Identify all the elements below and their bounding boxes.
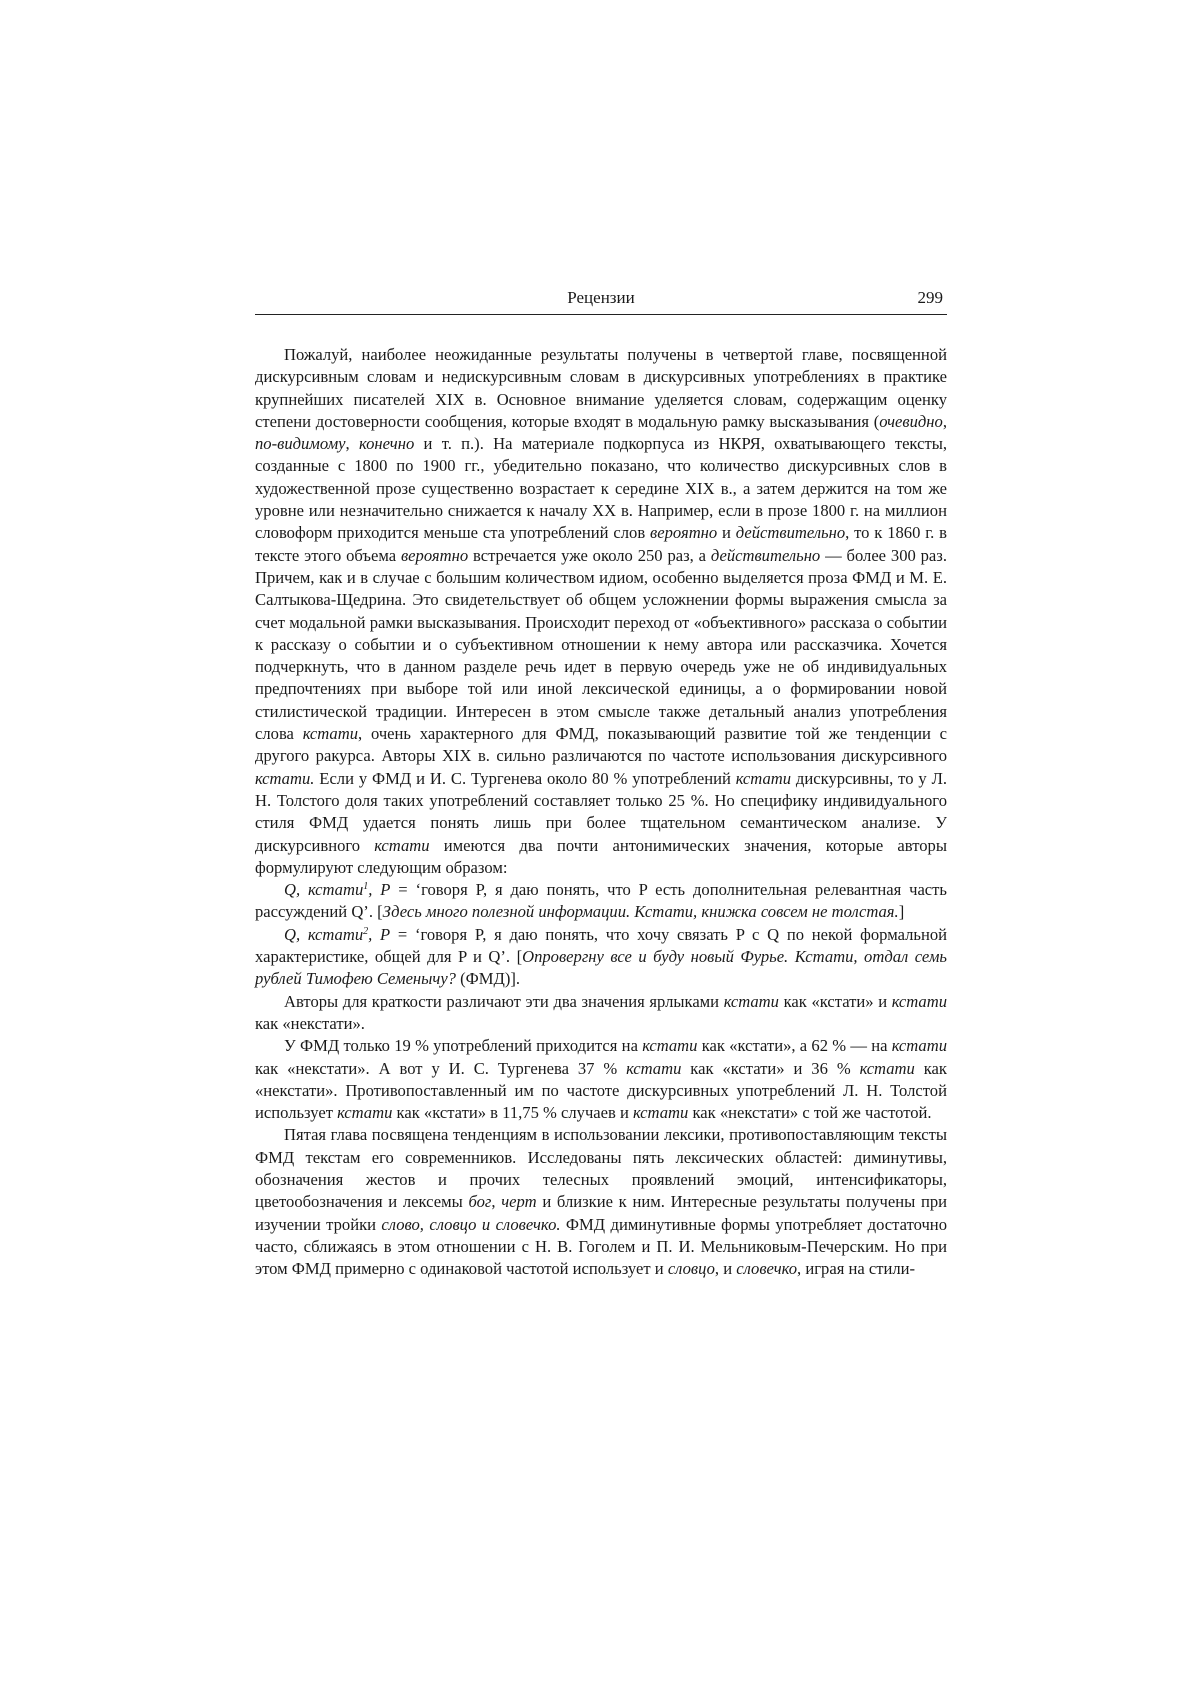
text-run: , то к 1860 г. в тексте этого объема [255,523,947,565]
italic-run: действительно [710,545,821,565]
text-run: как «некстати». Противопоставленный им по частоте дискурсивных употреблений Л. Н. Толстой использует [255,1058,947,1123]
superscript: 1 [363,881,369,893]
paragraph [255,1035,947,1124]
paragraph [255,1124,947,1280]
text-run: встречается уже около 250 раз, а [468,545,711,565]
text-run: как «кстати», а 62 % — на [697,1036,892,1056]
text-run: Пятая глава посвящена тенденциям в использовании лексики, противопоставляющим тексты ФМД текстам его современников. Исследованы пять лексических областей: диминутивы, обозначения жестов и прочих телесных проявлений эмоций, интенсификаторы, цветообозначения и лексемы [255,1125,947,1212]
text-run: , очень характерного для ФМД, показывающий развитие той же тенденции с другого ракурса. Авторы XIX в. сильно различаются по частоте использования дискурсивного [255,724,947,766]
text-run: и т. п.). На материале подкорпуса из НКРЯ, охватывающего тексты, созданные с 1800 по 1900 гг., убедительно показано, что количество дискурсивных слов в художественной прозе существенно возрастает к середине XIX в., а затем держится на том же уровне или незначительно снижается к началу XX в. Например, если в прозе 1800 г. на миллион словоформ приходится меньше ста употреблений слов [255,434,947,543]
text-run: как «кстати» и [778,991,892,1011]
text-run: как «некстати». А вот у И. С. Тургенева 37 % [255,1058,627,1078]
italic-run: кстати [626,1058,682,1078]
text-run: как «некстати» с той же частотой. [688,1103,932,1123]
text-run: = ‘говоря P, я даю понять, что хочу связать P с Q по некой формальной характеристике, общей для P и Q’. [ [255,924,948,967]
italic-run: , P [368,880,391,900]
italic-run: кстати [337,1103,393,1123]
text-run: , [345,434,359,454]
text-run: , и [714,1259,737,1279]
text-run: — более 300 раз. Причем, как и в случае с большим количеством идиом, особенно выделяется проза ФМД и М. Е. Салтыкова-Щедрина. Это свидетельствует об общем усложнении формы выражения смысла за счет модальной рамки высказывания. Происходит переход от «объективного» рассказа о событии к рассказу о событии и о субъективном отношении к нему автора или рассказчика. Хочется подчеркнуть, что в данном разделе речь идет в первую очередь уже не об индивидуальных предпочтениях при выборе той или иной лексической единицы, а о формировании новой стилистической традиции. Интересен в этом смысле также детальный анализ употребления слова [255,545,947,744]
italic-run: кстати [723,991,779,1011]
paragraph [255,991,947,1036]
text-run: , [491,1192,502,1212]
italic-run: кстати [642,1036,698,1056]
italic-run: кстати [374,835,430,855]
italic-run: кстати [735,768,792,788]
text-run: имеются два почти антонимических значения, которые авторы формулируют следующим образом: [255,835,947,877]
text-run: У ФМД только 19 % употреблений приходится на [284,1036,643,1056]
text-run: ] [898,902,905,922]
italic-run: словцо [667,1259,715,1279]
body-text [255,344,947,1280]
italic-run: кстати [891,991,948,1011]
italic-run: очевидно [879,411,943,431]
page-number: 299 [917,288,943,307]
text-run: Пожалуй, наиболее неожиданные результаты получены в четвертой главе, посвященной дискурсивным словам и недискурсивным словам в дискурсивных употреблениях в практике крупнейших писателей XIX в. Основное внимание уделяется словам, содержащим оценку степени достоверности сообщения, которые входят в модальную рамку высказывания ( [255,345,947,431]
italic-run: словечко [736,1259,798,1279]
text-run: как «некстати». [255,1013,365,1033]
italic-run: кстати [633,1103,689,1123]
text-run: и близкие к ним. Интересные результаты получены при изучении тройки [255,1192,948,1234]
italic-run: черт [501,1192,537,1212]
italic-run: кстати [891,1036,947,1056]
text-run: Авторы для краткости различают эти два значения ярлыками [284,991,724,1011]
italic-run: кстати [859,1058,915,1078]
paragraph [255,879,947,924]
text-run: дискурсивны, то у Л. Н. Толстого доля таких употреблений составляет только 25 %. Но специфику индивидуального стиля ФМД удается понять лишь при более тщательном семантическом анализе. У дискурсивного [255,768,947,855]
superscript: 2 [363,925,369,937]
text-run: Если у ФМД и И. С. Тургенева около 80 % употреблений [314,768,736,788]
italic-run: конечно [358,434,415,454]
italic-run: слово, словцо и словечко. [381,1214,561,1234]
text-run: , играя на стили- [797,1259,916,1279]
italic-run: вероятно [400,545,469,565]
text-run: как «кстати» в 11,75 % случаев и [392,1103,634,1123]
italic-run: бог [468,1192,492,1212]
italic-run: вероятно [650,523,718,543]
italic-run: , P [368,924,391,944]
running-header [255,288,947,315]
italic-run: действительно [735,523,846,543]
text-run: и [717,523,736,543]
italic-run: кстати [302,724,358,744]
paragraph [255,924,947,991]
italic-run: Q, кстати [284,924,364,944]
italic-run: Q, кстати [284,880,364,900]
text-run: (ФМД)]. [455,969,521,989]
section-title: Рецензии [567,288,635,307]
italic-run: кстати. [255,768,315,788]
italic-run: Здесь много полезной информации. Кстати, книжка совсем не толстая. [382,902,899,922]
text-run: = ‘говоря P, я даю понять, что P есть дополнительная релевантная часть рассуждений Q’. [ [255,880,947,922]
text-run: , [942,411,947,431]
paragraph [255,344,947,879]
text-run: ФМД диминутивные формы употребляет достаточно часто, сближаясь в этом отношении с Н. В. Гоголем и П. И. Мельниковым-Печерским. Но при этом ФМД примерно с одинаковой частотой использует и [255,1214,947,1279]
italic-run: по-видимому [255,434,346,454]
text-run: как «кстати» и 36 % [681,1058,860,1078]
italic-run: Опровергну все и буду новый Фурье. Кстати, отдал семь рублей Тимофею Семенычу? [255,947,947,989]
